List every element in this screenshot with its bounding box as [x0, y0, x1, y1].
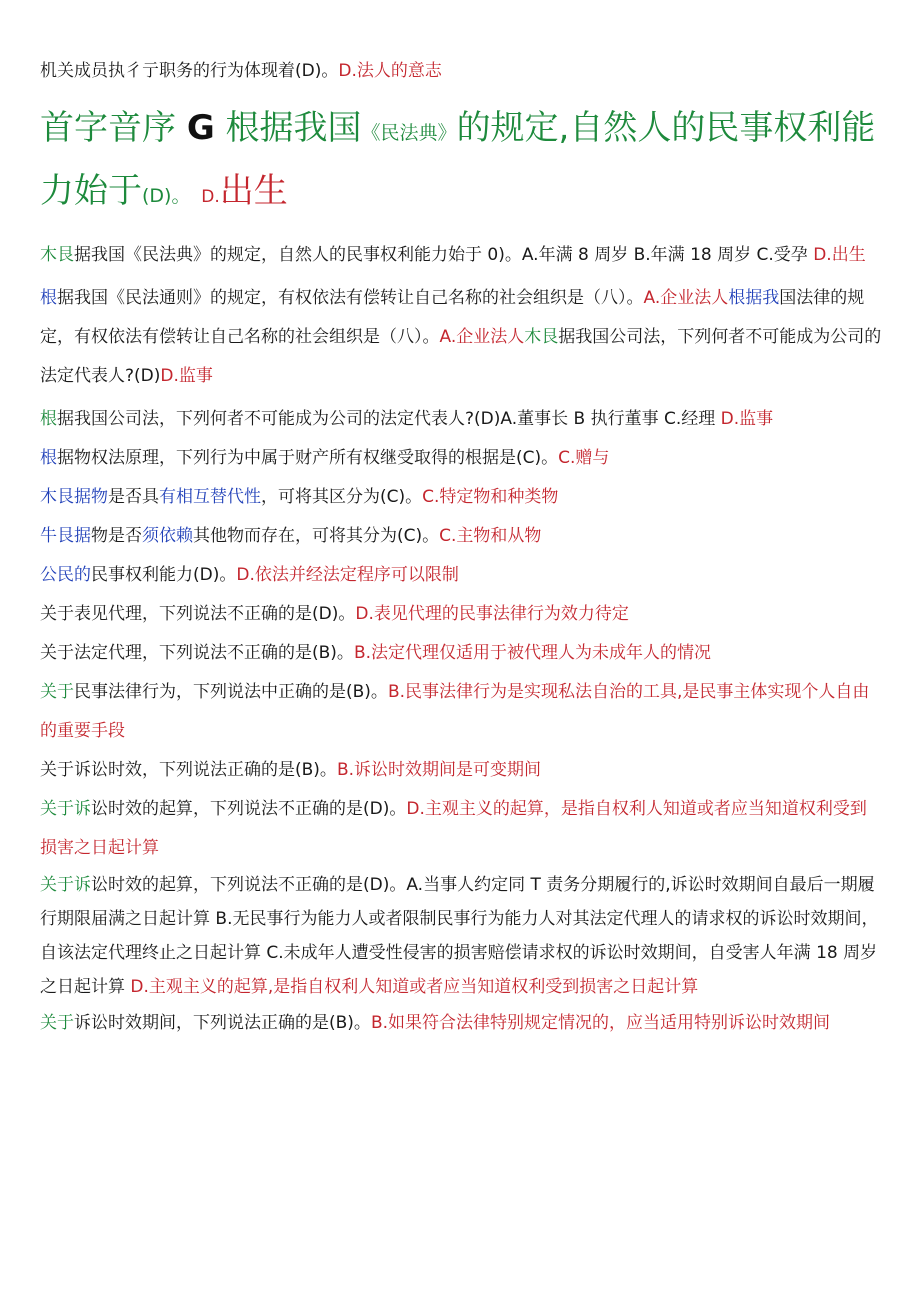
answer: D.监事 — [720, 409, 774, 429]
answer: D.主观主义的起算，是指自权利人知道或者应当知道权利受到损害之日起计算 — [40, 799, 867, 858]
line-8: 公民的民事权利能力(D)。D.依法并经法定程序可以限制 — [40, 565, 459, 585]
answer: B.法定代理仅适用于被代理人为未成年人的情况 — [353, 643, 712, 663]
answer: D.监事 — [160, 366, 213, 386]
answer: B.诉讼时效期间是可变期间 — [336, 760, 542, 780]
answer: C.赠与 — [558, 448, 610, 468]
line-11: 关于民事法律行为，下列说法中正确的是(B)。B.民事法律行为是实现私法自治的工具,是民事主体实现个人自由的重要手段 — [40, 682, 870, 741]
line-3: 根据我国《民法通则》的规定，有权依法有偿转让自己名称的社会组织是（八）。A.企业法人根据我国法律的规定，有权依法有偿转让自己名称的社会组织是（八）。A.企业法人木艮据我国公司法，下列何者不可能成为公司的法定代表人?(D)D.监事 — [40, 288, 882, 386]
line-6: 木艮据物是否具有相互替代性，可将其区分为(C)。C.特定物和种类物 — [40, 487, 559, 507]
heading: 首字音序 G 根据我国《民法典》的规定,自然人的民事权利能力始于(D)。 D.出生 — [40, 108, 876, 211]
line-15: 关于诉讼时效期间，下列说法正确的是(B)。B.如果符合法律特别规定情况的，应当适用特别诉讼时效期间 — [40, 1013, 831, 1033]
line-14: 关于诉讼时效的起算，下列说法不正确的是(D)。A.当事人约定同 T 责务分期履行的,诉讼时效期间自最后一期履行期限届满之日起计算 B.无民事行为能力人或者限制民事行为能力人对其法定代理人的请求权的诉讼时效期间，自该法定代理终止之日起计算 C.未成年人遭受性侵害的损害赔偿请求权的诉讼时效期间，自受害人年满 18 周岁之日起计算 D.主观主义的起算,是指自权利人知道或者应当知道权利受到损害之日起计算 — [40, 875, 879, 997]
answer: C.特定物和种类物 — [422, 487, 559, 507]
answer: D.依法并经法定程序可以限制 — [236, 565, 459, 585]
answer: B.如果符合法律特别规定情况的，应当适用特别诉讼时效期间 — [370, 1013, 831, 1033]
line-1: 机关成员执彳亍职务的行为体现着(D)。D.法人的意志 — [40, 61, 442, 81]
line-5: 根据物权法原理，下列行为中属于财产所有权继受取得的根据是(C)。C.赠与 — [40, 448, 610, 468]
document-body — [40, 52, 882, 1043]
line-9: 关于表见代理，下列说法不正确的是(D)。D.表见代理的民事法律行为效力待定 — [40, 604, 629, 624]
line-10: 关于法定代理，下列说法不正确的是(B)。B.法定代理仅适用于被代理人为未成年人的情况 — [40, 643, 712, 663]
answer: A.企业法人 — [643, 288, 729, 308]
line-2: 木艮据我国《民法典》的规定，自然人的民事权利能力始于 0)。A.年满 8 周岁 B.年满 18 周岁 C.受孕 D.出生 — [40, 245, 866, 265]
answer: D.出生 — [813, 245, 866, 265]
answer: D.主观主义的起算,是指自权利人知道或者应当知道权利受到损害之日起计算 — [130, 977, 699, 997]
answer: C.主物和从物 — [439, 526, 542, 546]
answer: B.民事法律行为是实现私法自治的工具,是民事主体实现个人自由的重要手段 — [40, 682, 870, 741]
answer: A.企业法人 — [439, 327, 525, 347]
answer: 出生 — [219, 171, 288, 211]
answer: D.表见代理的民事法律行为效力待定 — [355, 604, 629, 624]
line-7: 牛艮据物是否须依赖其他物而存在，可将其分为(C)。C.主物和从物 — [40, 526, 542, 546]
line-13: 关于诉讼时效的起算，下列说法不正确的是(D)。D.主观主义的起算，是指自权利人知道或者应当知道权利受到损害之日起计算 — [40, 799, 867, 858]
line-12: 关于诉讼时效，下列说法正确的是(B)。B.诉讼时效期间是可变期间 — [40, 760, 542, 780]
line-4: 根据我国公司法，下列何者不可能成为公司的法定代表人?(D)A.董事长 B 执行董事 C.经理 D.监事 — [40, 409, 774, 429]
answer: D.法人的意志 — [338, 61, 442, 81]
